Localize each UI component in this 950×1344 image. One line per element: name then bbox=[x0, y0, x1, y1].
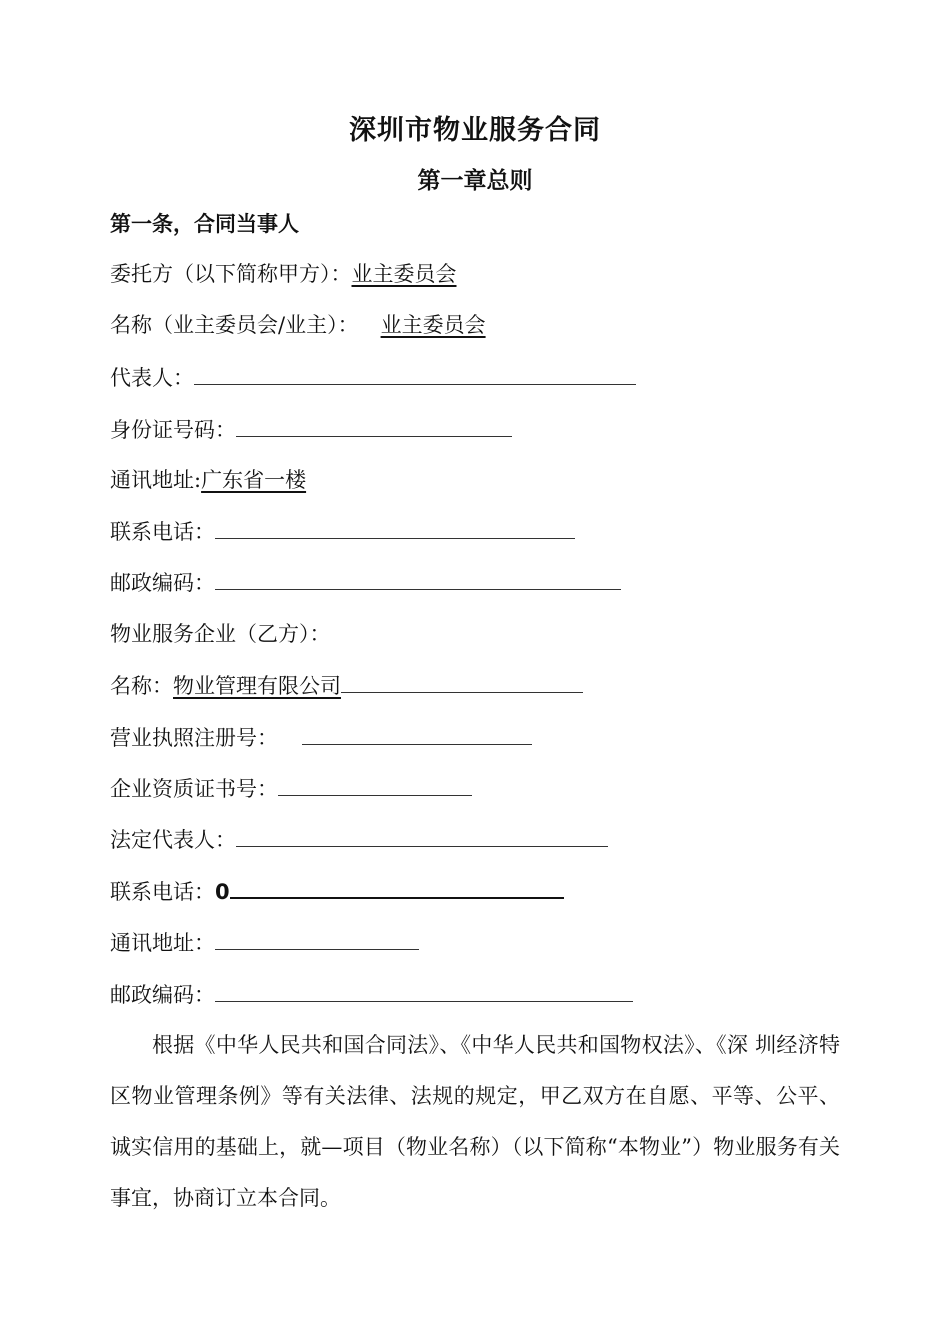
party-b-legal-rep-blank bbox=[236, 824, 608, 847]
party-a-address-value: 广东省一楼 bbox=[201, 468, 307, 492]
article-heading: 第一条，合同当事人 bbox=[110, 212, 299, 236]
party-a-name-line bbox=[110, 310, 486, 340]
party-b-qualification-line bbox=[110, 773, 472, 804]
party-a-address-label: 通讯地址: bbox=[110, 468, 202, 492]
party-a-representative-blank bbox=[194, 362, 636, 385]
party-a-id-blank bbox=[236, 414, 512, 437]
party-a-phone-blank bbox=[215, 516, 575, 539]
party-b-heading: 物业服务企业（乙方）： bbox=[110, 622, 331, 646]
party-b-address-label: 通讯地址： bbox=[110, 931, 215, 955]
party-b-license-label: 营业执照注册号： bbox=[110, 726, 278, 750]
party-b-name-blank bbox=[341, 670, 583, 693]
party-a-address-line bbox=[110, 465, 306, 495]
party-b-postcode-label: 邮政编码： bbox=[110, 983, 215, 1007]
party-b-name-label: 名称： bbox=[110, 674, 173, 698]
party-a-delegator-label: 委托方（以下简称甲方）： bbox=[110, 262, 352, 286]
party-b-legal-rep-line bbox=[110, 824, 608, 855]
party-b-address-blank bbox=[215, 927, 419, 950]
party-a-id-label: 身份证号码： bbox=[110, 418, 236, 442]
party-a-phone-label: 联系电话： bbox=[110, 520, 215, 544]
party-b-name-value: 物业管理有限公司 bbox=[173, 674, 341, 698]
party-b-phone-label: 联系电话： bbox=[110, 880, 215, 904]
document-title: 深圳市物业服务合同 bbox=[349, 115, 601, 146]
party-a-delegator-line bbox=[110, 259, 457, 289]
party-a-name-label: 名称（业主委员会/业主）： bbox=[110, 313, 359, 337]
party-b-postcode-line bbox=[110, 979, 633, 1010]
party-b-phone-value: 0 bbox=[215, 880, 230, 904]
party-b-legal-rep-label: 法定代表人： bbox=[110, 828, 236, 852]
party-b-qualification-blank bbox=[278, 773, 472, 796]
party-b-license-line bbox=[110, 722, 532, 753]
party-b-postcode-blank bbox=[215, 979, 633, 1002]
party-b-license-blank bbox=[302, 722, 532, 745]
chapter-heading: 第一章总则 bbox=[417, 168, 533, 194]
party-a-phone-line bbox=[110, 516, 575, 547]
party-a-name-value: 业主委员会 bbox=[380, 313, 486, 337]
preamble-paragraph: 根据《中华人民共和国合同法》、《中华人民共和国物权法》、《深 圳经济特区物业管理条例》等有关法律、法规的规定，甲乙双方在自愿、平等、公平、诚实信用的基础上，就—项目（物业名称）（以下简称“本物业”）物业服务有关事宜，协商订立本合同。 bbox=[110, 1033, 840, 1210]
party-b-phone-line bbox=[110, 875, 564, 907]
party-a-delegator-value: 业主委员会 bbox=[351, 262, 457, 286]
party-b-phone-blank bbox=[230, 875, 564, 899]
party-b-qualification-label: 企业资质证书号： bbox=[110, 777, 278, 801]
party-a-postcode-label: 邮政编码： bbox=[110, 571, 215, 595]
party-a-postcode-blank bbox=[215, 567, 621, 590]
party-b-address-line bbox=[110, 927, 419, 958]
party-a-postcode-line bbox=[110, 567, 621, 598]
party-a-representative-line bbox=[110, 362, 636, 393]
party-a-representative-label: 代表人： bbox=[110, 366, 194, 390]
party-b-name-line bbox=[110, 670, 583, 701]
party-a-id-line bbox=[110, 414, 512, 445]
